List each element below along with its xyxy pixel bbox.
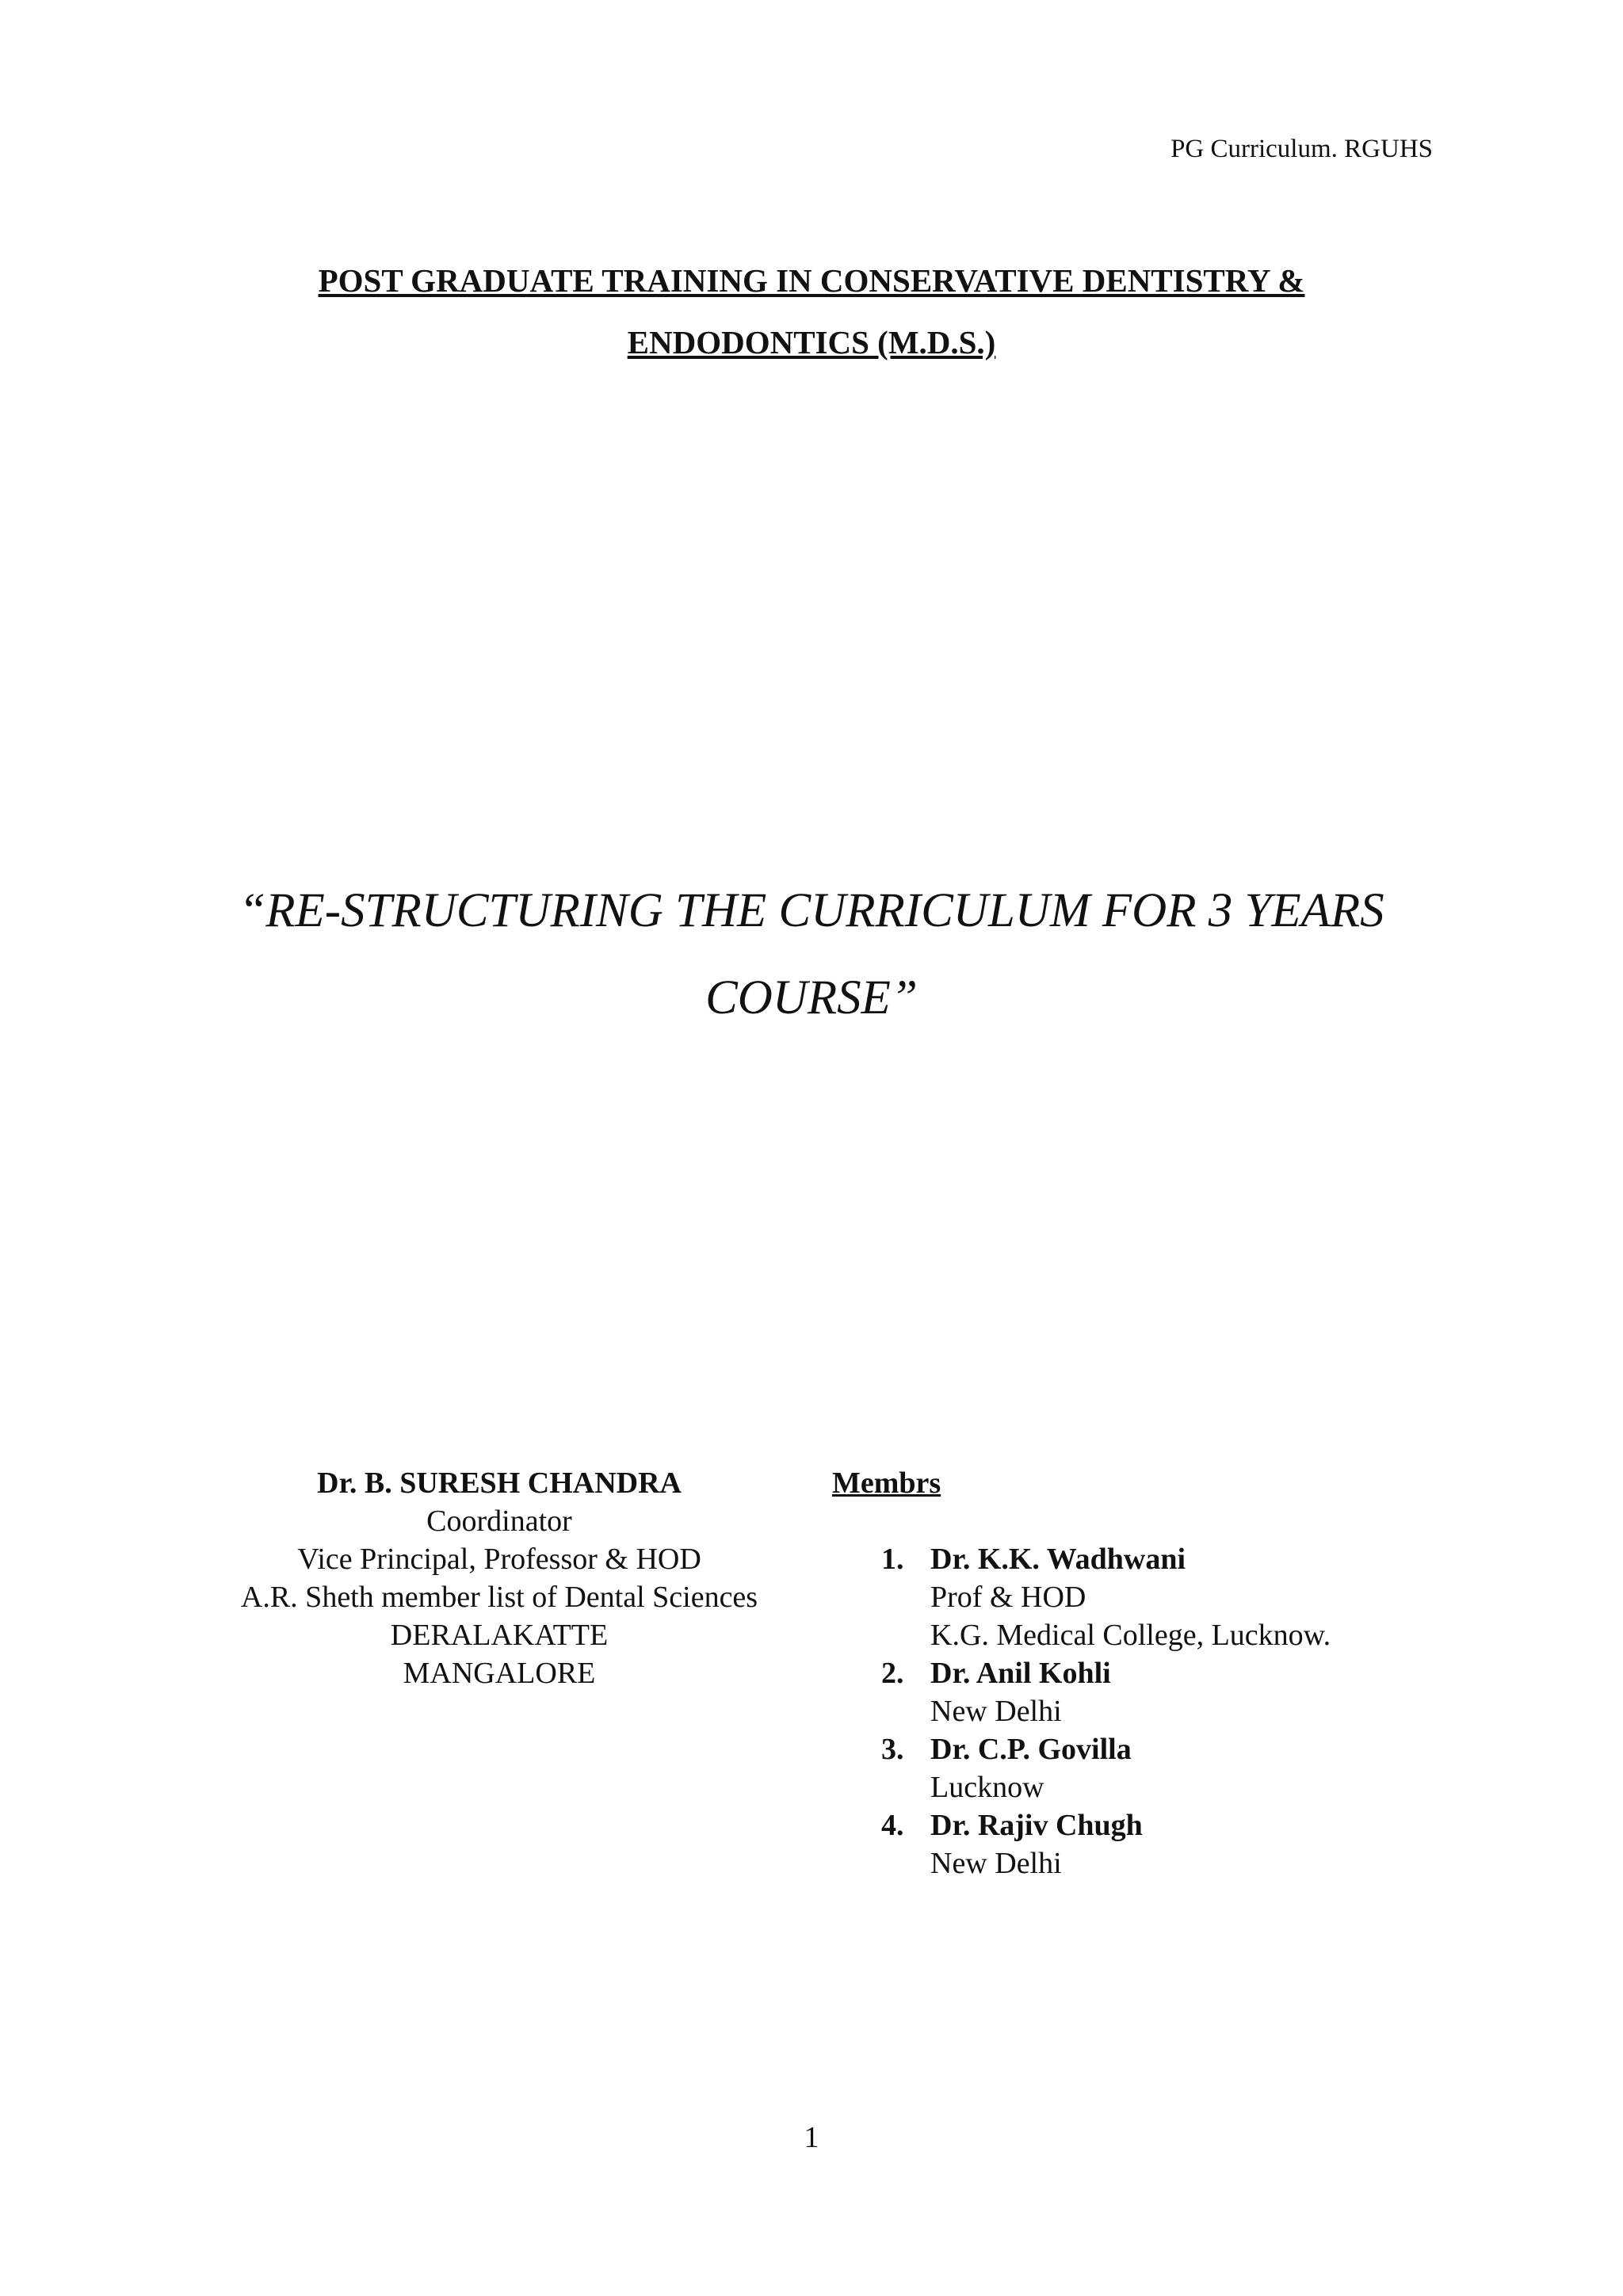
member-number: 1.: [881, 1543, 904, 1576]
coordinator-block: [182, 1464, 816, 1692]
coordinator-place: DERALAKATTE: [390, 1619, 609, 1652]
members-block: [832, 1464, 1434, 1882]
running-header: PG Curriculum. RGUHS: [1170, 135, 1433, 163]
member-detail: Prof & HOD: [930, 1581, 1086, 1614]
member-detail: New Delhi: [930, 1847, 1062, 1880]
member-name: Dr. K.K. Wadhwani: [930, 1543, 1186, 1576]
document-subject-title-line-2: ENDODONTICS (M.D.S.): [627, 324, 996, 360]
coordinator-city: MANGALORE: [403, 1657, 596, 1690]
member-detail: Lucknow: [930, 1771, 1044, 1804]
coordinator-name: Dr. B. SURESH CHANDRA: [317, 1466, 682, 1500]
member-item: [832, 1654, 1434, 1730]
members-heading: Membrs: [832, 1466, 941, 1500]
member-number: 4.: [881, 1809, 904, 1842]
member-detail: New Delhi: [930, 1695, 1062, 1728]
document-subject-title: [0, 250, 1623, 373]
coordinator-institution: A.R. Sheth member list of Dental Sciences: [240, 1581, 758, 1614]
member-name: Dr. Rajiv Chugh: [930, 1809, 1143, 1842]
member-item: [832, 1540, 1434, 1654]
member-name: Dr. C.P. Govilla: [930, 1733, 1132, 1766]
member-name: Dr. Anil Kohli: [930, 1657, 1111, 1690]
member-item: [832, 1730, 1434, 1806]
member-number: 3.: [881, 1733, 904, 1766]
coordinator-position: Vice Principal, Professor & HOD: [297, 1543, 701, 1576]
page-number: 1: [804, 2121, 819, 2154]
main-title-line-2: COURSE”: [705, 971, 918, 1024]
member-item: [832, 1806, 1434, 1882]
member-number: 2.: [881, 1657, 904, 1690]
coordinator-role: Coordinator: [426, 1505, 572, 1538]
main-title-line-1: “RE-STRUCTURING THE CURRICULUM FOR 3 YEARS: [239, 884, 1384, 937]
main-title: [0, 868, 1623, 1042]
member-detail: K.G. Medical College, Lucknow.: [930, 1619, 1331, 1652]
document-subject-title-line-1: POST GRADUATE TRAINING IN CONSERVATIVE DENTISTRY &: [318, 262, 1305, 299]
